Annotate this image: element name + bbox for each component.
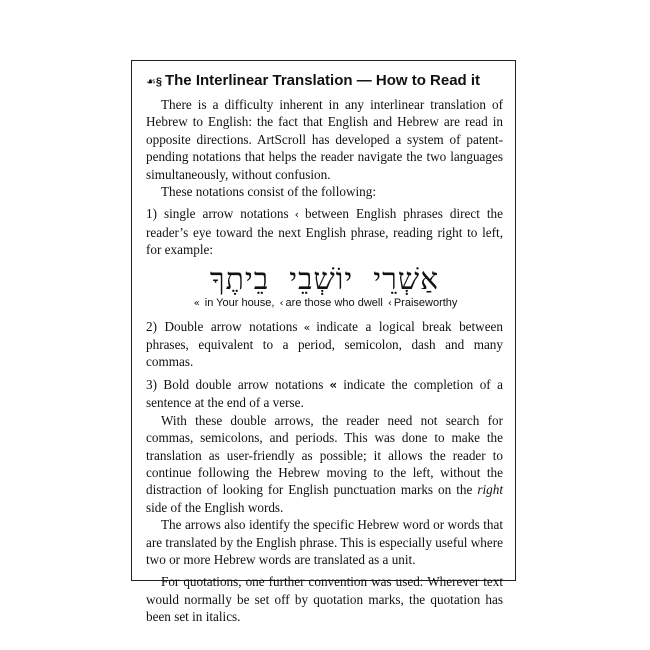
ornament-icon: ☙§ bbox=[146, 76, 162, 88]
paragraph-notations: These notations consist of the following: bbox=[161, 184, 376, 200]
single-arrow-icon: ‹ bbox=[387, 297, 392, 309]
bold-arrow-text: indicate the completion of a sentence at the end of a verse. bbox=[146, 376, 503, 411]
paragraph-single-arrow bbox=[146, 205, 503, 258]
bold-arrow-lead: 3) Bold double arrow notations bbox=[146, 376, 324, 392]
title-text: The Interlinear Translation — How to Read it bbox=[164, 72, 481, 89]
section-title bbox=[146, 71, 503, 92]
bold-double-arrow-icon: « bbox=[329, 377, 338, 392]
gloss-2: are those who dwell bbox=[285, 296, 383, 309]
single-arrow-lead: 1) single arrow notations bbox=[146, 206, 289, 222]
paragraph-explanation bbox=[146, 412, 503, 516]
body-text bbox=[146, 96, 503, 626]
paragraph-identify: The arrows also identify the specific Hebrew word or words that are translated by the English phrase. This is especially useful where two or more Hebrew words are translated as a unit. bbox=[146, 517, 503, 567]
paragraph-bold-arrow bbox=[146, 376, 503, 412]
hebrew-example bbox=[146, 261, 503, 297]
double-arrow-text: indicate a logical break between phrases, equivalent to a period, semicolon, dash and many commas. bbox=[146, 318, 503, 370]
instruction-box bbox=[131, 60, 516, 625]
english-gloss bbox=[146, 295, 503, 312]
hebrew-word-2: יוֹשְׁבֵי bbox=[289, 261, 354, 297]
double-arrow-lead: 2) Double arrow notations bbox=[146, 318, 298, 334]
single-arrow-text: between English phrases direct the reader’s eye toward the next English phrase, reading right to left, for example: bbox=[146, 206, 504, 258]
double-arrow-icon: « bbox=[193, 297, 200, 309]
paragraph-intro: There is a difficulty inherent in any interlinear translation of Hebrew to English: the fact that English and Hebrew are read in opposite directions. ArtScroll has developed a system of patent-pending notations that helps the reader navigate the two languages simultaneously, without confusion. bbox=[146, 97, 503, 182]
hebrew-word-1: אַשְׁרֵי bbox=[373, 261, 440, 297]
italic-right: right bbox=[477, 482, 503, 498]
gloss-1: in Your house, bbox=[204, 296, 275, 309]
paragraph-quotations: For quotations, one further convention was used: Wherever text would normally be set off by quotation marks, the quotation has been set in italics. bbox=[146, 574, 503, 625]
hebrew-word-3: בֵיתֶךָ bbox=[209, 261, 270, 297]
explanation-text: With these double arrows, the reader need not search for commas, semicolons, and periods. This was done to make the translation as user-friendly as possible; it allows the reader to continue following the Hebrew moving to the left, without the distraction of looking for English punctuation marks on the bbox=[146, 412, 503, 498]
explanation-end: side of the English words. bbox=[146, 499, 284, 515]
double-arrow-icon: « bbox=[303, 320, 311, 334]
gloss-3: Praiseworthy bbox=[393, 296, 458, 309]
paragraph-double-arrow bbox=[146, 318, 503, 371]
single-arrow-icon: ‹ bbox=[294, 208, 300, 222]
single-arrow-icon: ‹ bbox=[279, 297, 284, 309]
